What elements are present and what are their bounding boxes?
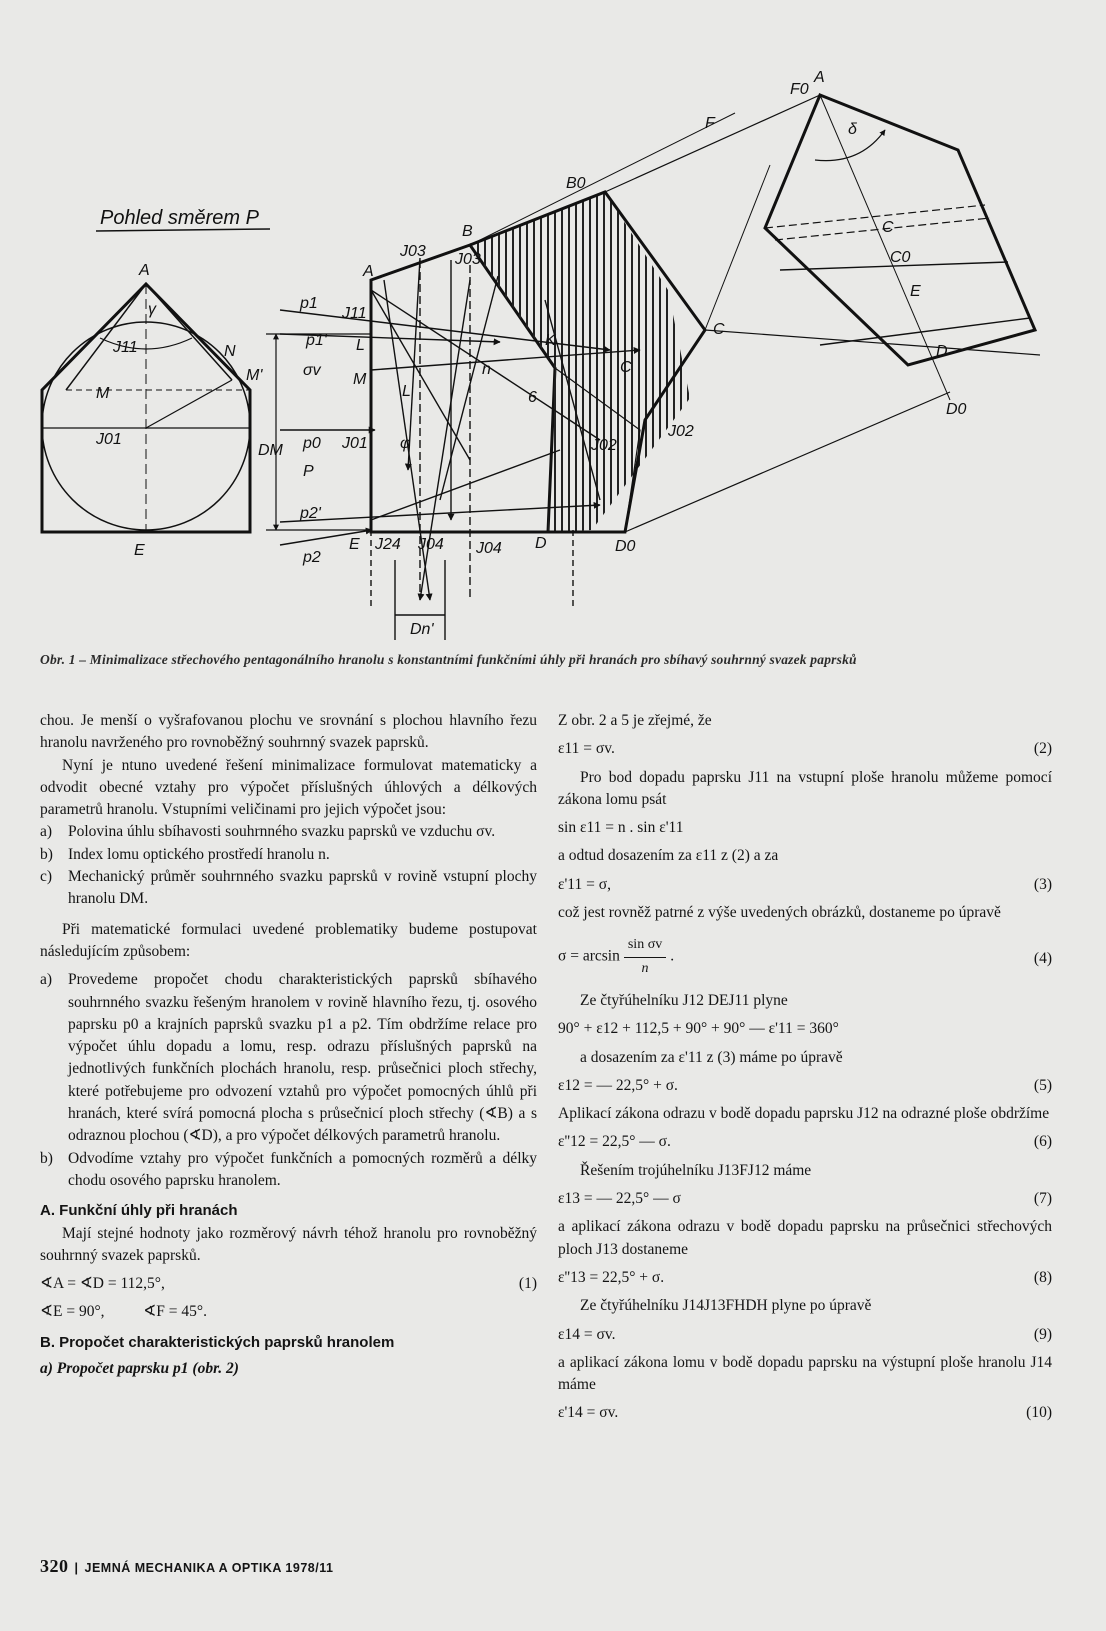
equation-10: ε'14 = σv. (10) bbox=[558, 1404, 1052, 1422]
label-a-left: A bbox=[139, 262, 150, 279]
label-p2-prime: p2' bbox=[300, 505, 321, 522]
label-j02: J02 bbox=[668, 423, 694, 440]
figure-caption: Obr. 1 – Minimalizace střechového pentagonálního hranolu s konstantními funkčními úhly při hranách pro sbíhavý souhrnný svazek paprsků bbox=[40, 652, 857, 667]
paragraph: Mají stejné hodnoty jako rozměrový návrh téhož hranolu pro rovnoběžný souhrnný svazek paprsků. bbox=[40, 1224, 537, 1264]
journal-name: JEMNÁ MECHANIKA A OPTIKA 1978/11 bbox=[84, 1561, 334, 1575]
paragraph: Při matematické formulaci uvedené problematiky budeme postupovat následujícím způsobem: bbox=[40, 920, 537, 960]
label-c0-right: C0 bbox=[890, 249, 911, 266]
label-n-small: n bbox=[482, 361, 491, 378]
label-a-right: A bbox=[814, 69, 825, 86]
label-n: N bbox=[224, 343, 236, 360]
paragraph: Aplikací zákona odrazu v bodě dopadu paprsku J12 na odrazné ploše obdržíme bbox=[558, 1105, 1050, 1123]
equation-snell: sin ε11 = n . sin ε'11 bbox=[558, 819, 684, 837]
paragraph: Řešením trojúhelníku J13FJ12 máme bbox=[580, 1161, 812, 1179]
paragraph: Nyní je ntuno uvedené řešení minimalizace formulovat matematicky a odvodit obecné vztahy pro výpočet příslušných úhlových a délkových parametrů hranolu. Vstupními veličinami pro jejich výpočet jsou: bbox=[40, 756, 537, 819]
label-d0: D0 bbox=[615, 538, 636, 555]
label-sigma-v: σv bbox=[303, 362, 321, 379]
list-item: a) Provedeme propočet chodu charakteristických paprsků sbíhavého souhrnného svazku řešeným hranolem v rovině hlavního řezu, tj. osového paprsku p0 a krajních paprsků svazku p1 a p2. Tím obdržíme relace pro výpočet úhlu dopadu a lomu, resp. odrazu příslušných paprsků na jednotlivých funkčních plochách hranolu, resp. průsečnici ploch střechy, které potřebujeme pro odvození vztahů pro výpočet pomocných úhlů při hranách, které svírá pomocná plocha s průsečnicí ploch střechy (∢B) a s odraznou plochou (∢D), a pro výpočet délkových parametrů hranolu. bbox=[40, 971, 537, 1145]
label-l2: L bbox=[402, 383, 411, 400]
equation-1: ∢A = ∢D = 112,5°, (1) bbox=[40, 1275, 537, 1293]
page-footer: 320 | JEMNÁ MECHANIKA A OPTIKA 1978/11 bbox=[40, 1556, 334, 1576]
left-column bbox=[40, 710, 537, 1380]
label-e-right: E bbox=[910, 283, 921, 300]
label-l1: L bbox=[356, 337, 365, 354]
section-heading-b: B. Propočet charakteristických paprsků hranolem bbox=[40, 1333, 395, 1351]
label-j01-prism: J01 bbox=[342, 435, 368, 452]
label-e-prism: E bbox=[349, 536, 360, 553]
right-view bbox=[765, 95, 1035, 400]
equation-8: ε''13 = 22,5° + σ. (8) bbox=[558, 1268, 1052, 1286]
left-view bbox=[42, 284, 250, 532]
label-j04: J04 bbox=[418, 536, 444, 553]
label-b: B bbox=[462, 223, 473, 240]
label-a-prism: A bbox=[363, 263, 374, 280]
label-p: P bbox=[303, 463, 314, 480]
list-item: c) Mechanický průměr souhrnného svazku paprsků v rovině vstupní plochy hranolu DM. bbox=[40, 868, 537, 908]
label-b0: B0 bbox=[566, 175, 586, 192]
subsection-heading: a) Propočet paprsku p1 (obr. 2) bbox=[40, 1360, 239, 1378]
label-6: 6 bbox=[528, 389, 537, 406]
label-d0-right: D0 bbox=[946, 401, 967, 418]
paragraph: Ze čtyřúhelníku J12 DEJ11 plyne bbox=[580, 991, 788, 1009]
label-gamma: γ bbox=[148, 301, 156, 318]
label-k: K bbox=[545, 332, 556, 349]
equation-1b: ∢E = 90°, ∢F = 45°. bbox=[40, 1303, 207, 1321]
label-dn-prime: Dn' bbox=[410, 621, 434, 638]
label-m-prime: M' bbox=[246, 367, 263, 384]
label-d-right: D bbox=[936, 343, 948, 360]
label-j03: J03 bbox=[400, 243, 426, 260]
paragraph: a odtud dosazením za ε11 z (2) a za bbox=[558, 847, 779, 865]
list-item: b) Odvodíme vztahy pro výpočet funkčních a pomocných rozměrů a délky chodu osového paprsku hranolem. bbox=[40, 1149, 537, 1189]
label-c: C bbox=[713, 321, 725, 338]
label-c-right: C bbox=[882, 219, 894, 236]
equation-9: ε14 = σv. (9) bbox=[558, 1325, 1052, 1343]
label-p1: p1 bbox=[300, 295, 318, 312]
view-title-underline bbox=[96, 229, 270, 231]
equation-5: ε12 = — 22,5° + σ. (5) bbox=[558, 1076, 1052, 1094]
equation-6: ε''12 = 22,5° — σ. (6) bbox=[558, 1133, 1052, 1151]
equation-quad: 90° + ε12 + 112,5 + 90° + 90° — ε'11 = 360° bbox=[558, 1020, 839, 1038]
paragraph: Pro bod dopadu paprsku J11 na vstupní ploše hranolu můžeme pomocí zákona lomu psát bbox=[558, 768, 1052, 808]
label-j03-prime: J03 bbox=[455, 251, 481, 268]
label-c-inner: C bbox=[620, 359, 632, 376]
equation-4: σ = arcsin $\frac{\text{sin σv}}{n}$ . (4) bbox=[558, 934, 1052, 980]
paragraph: Z obr. 2 a 5 je zřejmé, že bbox=[558, 712, 712, 729]
prism-diagram bbox=[0, 0, 1106, 650]
view-title: Pohled směrem P bbox=[100, 207, 259, 229]
label-j24: J24 bbox=[375, 536, 401, 553]
label-f0: F0 bbox=[790, 81, 809, 98]
paragraph: Ze čtyřúhelníku J14J13FHDH plyne po úpravě bbox=[580, 1297, 872, 1315]
label-f: F bbox=[705, 115, 715, 132]
label-j02-inner: J02 bbox=[591, 437, 617, 454]
label-e-left: E bbox=[134, 542, 145, 559]
label-phi: φ bbox=[400, 435, 411, 452]
paragraph: a dosazením za ε'11 z (3) máme po úpravě bbox=[580, 1048, 843, 1066]
label-d: D bbox=[535, 535, 547, 552]
label-p1-prime: p1' bbox=[306, 332, 327, 349]
label-m-prism: M bbox=[353, 371, 367, 388]
right-column bbox=[558, 710, 1052, 1431]
label-m: M bbox=[96, 385, 110, 402]
label-j11-prism: J11 bbox=[342, 305, 367, 322]
figure-labels bbox=[95, 69, 967, 638]
equation-3: ε'11 = σ, (3) bbox=[558, 875, 1052, 893]
label-j04-prime: J04 bbox=[476, 540, 502, 557]
equation-2: ε11 = σv. (2) bbox=[558, 740, 1052, 758]
page-number: 320 bbox=[40, 1556, 69, 1576]
label-dm: DM bbox=[258, 442, 283, 459]
label-j01-left: J01 bbox=[96, 431, 122, 448]
paragraph: chou. Je menší o vyšrafovanou plochu ve srovnání s plochou hlavního řezu hranolu navrženého pro rovnoběžný souhrnný svazek paprsků. bbox=[40, 712, 537, 752]
paragraph: a aplikací zákona lomu v bodě dopadu paprsku na výstupní ploše hranolu J14 máme bbox=[558, 1353, 1052, 1394]
label-delta: δ bbox=[848, 121, 857, 138]
paragraph: což jest rovněž patrné z výše uvedených obrázků, dostaneme po úpravě bbox=[558, 904, 1001, 922]
label-p2: p2 bbox=[303, 549, 321, 566]
label-j11-left: J11 bbox=[113, 339, 138, 356]
equation-7: ε13 = — 22,5° — σ (7) bbox=[558, 1190, 1052, 1208]
section-heading-a: A. Funkční úhly při hranách bbox=[40, 1202, 238, 1220]
list-item: a) Polovina úhlu sbíhavosti souhrnného svazku paprsků ve vzduchu σv. bbox=[40, 823, 496, 841]
paragraph: a aplikací zákona odrazu v bodě dopadu paprsku na průsečnici střechových ploch J13 dostaneme bbox=[558, 1218, 1052, 1258]
list-item: b) Index lomu optického prostředí hranolu n. bbox=[40, 845, 330, 863]
label-p0: p0 bbox=[303, 435, 321, 452]
prism-section bbox=[371, 95, 1040, 532]
